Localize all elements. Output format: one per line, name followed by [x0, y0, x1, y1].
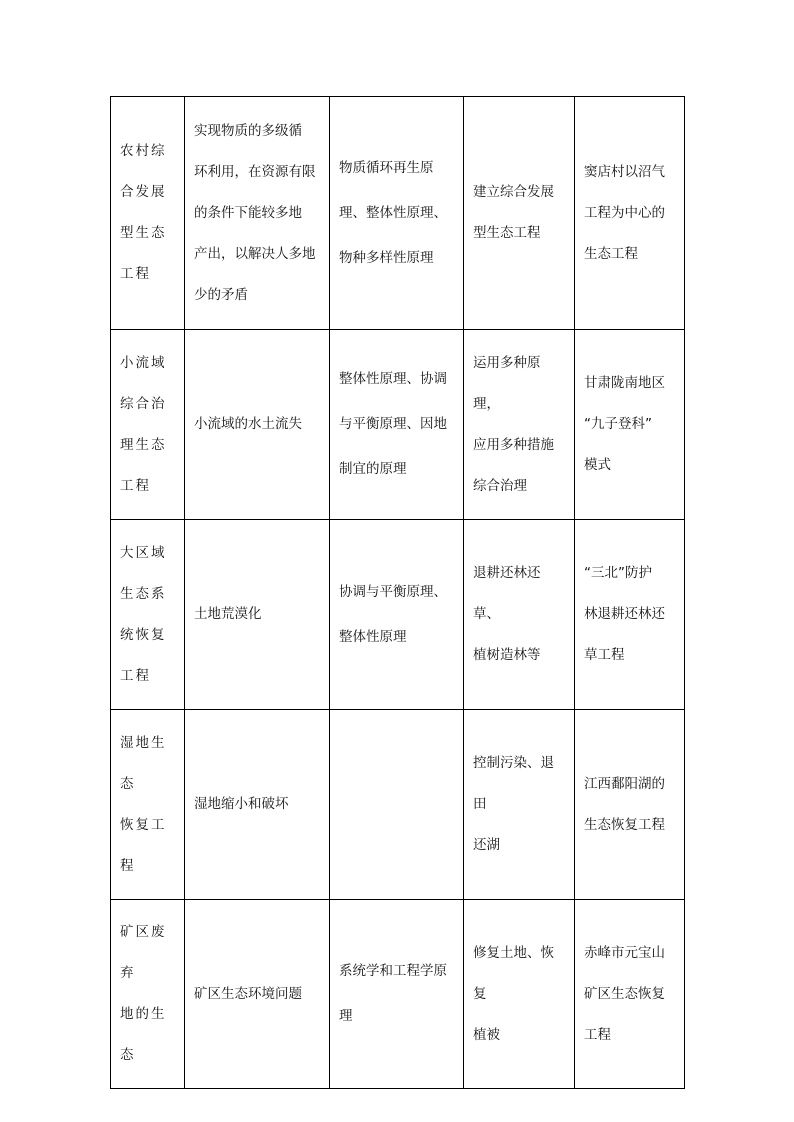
- problem-cell: [185, 97, 330, 330]
- example-text: 江西鄱阳湖的 生态恢复工程: [584, 775, 665, 833]
- table-row: [111, 520, 685, 710]
- example-text: “三北”防护 林退耕还林还 草工程: [584, 565, 665, 663]
- project-name-cell: [111, 710, 185, 900]
- problem-cell: [185, 710, 330, 900]
- principle-text: 协调与平衡原理、 整体性原理: [339, 583, 447, 645]
- table-row: [111, 97, 685, 330]
- project-name-cell: [111, 97, 185, 330]
- problem-cell: [185, 520, 330, 710]
- measure-cell: [464, 710, 575, 900]
- ecological-engineering-table: [110, 96, 685, 1089]
- principle-cell: [330, 710, 464, 900]
- project-name: 大区域 生态系 统恢复 工程: [120, 544, 167, 684]
- project-name-cell: [111, 900, 185, 1089]
- principle-text: 整体性原理、协调 与平衡原理、因地 制宜的原理: [339, 371, 447, 477]
- example-cell: [575, 330, 685, 520]
- example-text: 甘肃陇南地区 “九子登科” 模式: [584, 375, 665, 473]
- measure-cell: [464, 520, 575, 710]
- problem-text: 实现物质的多级循 环利用，在资源有限 的条件下能较多地 产出，以解决人多地 少的矛盾: [194, 122, 316, 303]
- principle-cell: [330, 900, 464, 1089]
- problem-cell: [185, 900, 330, 1089]
- project-name-cell: [111, 520, 185, 710]
- measure-cell: [464, 97, 575, 330]
- measure-text: 运用多种原理， 应用多种措施 综合治理: [473, 354, 554, 494]
- example-cell: [575, 900, 685, 1089]
- principle-cell: [330, 520, 464, 710]
- measure-cell: [464, 900, 575, 1089]
- measure-text: 控制污染、退田 还湖: [473, 755, 554, 853]
- problem-text: 湿地缩小和破坏: [194, 796, 289, 812]
- measure-text: 修复土地、恢复 植被: [473, 944, 554, 1043]
- project-name: 小流域 综合治 理生态 工程: [120, 354, 167, 494]
- problem-text: 小流域的水土流失: [194, 416, 302, 432]
- example-cell: [575, 97, 685, 330]
- measure-text: 建立综合发展 型生态工程: [473, 184, 554, 241]
- table-row: [111, 710, 685, 900]
- project-name-cell: [111, 330, 185, 520]
- problem-text: 土地荒漠化: [194, 606, 262, 622]
- table-row: [111, 330, 685, 520]
- problem-text: 矿区生态环境问题: [194, 985, 302, 1002]
- principle-text: 系统学和工程学原 理: [339, 963, 447, 1024]
- table-row: [111, 900, 685, 1089]
- example-cell: [575, 710, 685, 900]
- example-text: 赤峰市元宝山 矿区生态恢复 工程: [584, 944, 665, 1043]
- principle-text: 物质循环再生原 理、整体性原理、 物种多样性原理: [339, 159, 447, 266]
- project-name: 矿区废 弃 地的生 态: [120, 924, 167, 1063]
- principle-cell: [330, 97, 464, 330]
- principle-cell: [330, 330, 464, 520]
- example-text: 窦店村以沼气 工程为中心的 生态工程: [584, 163, 665, 262]
- problem-cell: [185, 330, 330, 520]
- measure-cell: [464, 330, 575, 520]
- example-cell: [575, 520, 685, 710]
- project-name: 农村综 合发展 型生态 工程: [120, 143, 167, 282]
- project-name: 湿地生 态 恢复工 程: [120, 734, 167, 874]
- measure-text: 退耕还林还草、 植树造林等: [473, 565, 541, 663]
